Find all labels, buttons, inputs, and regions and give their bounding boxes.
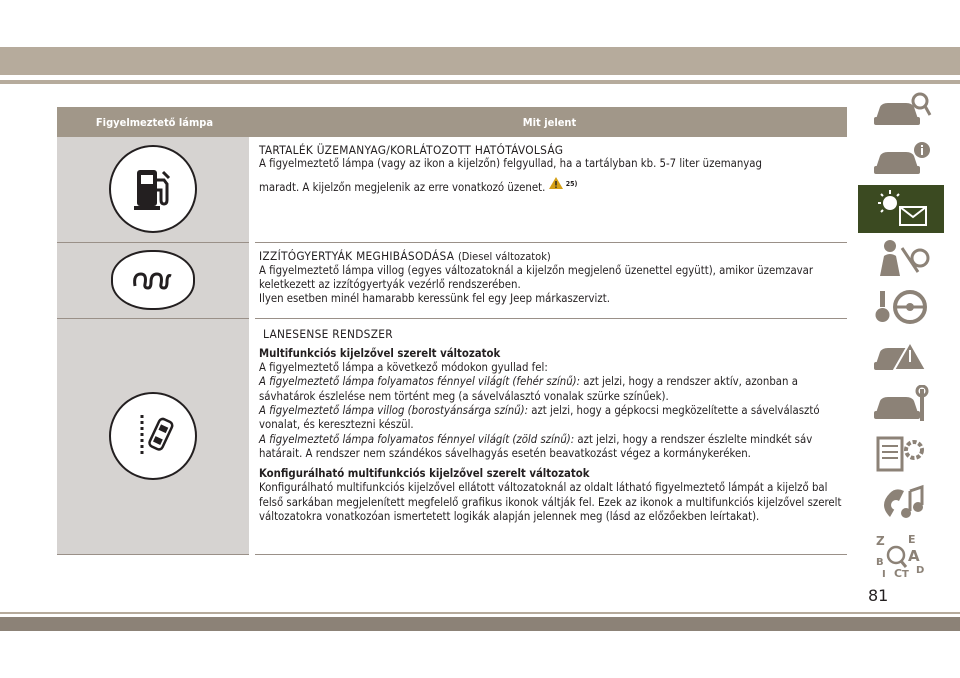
- svg-text:Z: Z: [876, 534, 885, 548]
- mode-text: azt jelzi, hogy a rendszer észlelte mindkét sáv határait. A rendszer nem szándékos sávelhagyás esetén beavatkozást végez a kormánykeréken.: [259, 432, 813, 460]
- car-info-icon: [870, 140, 932, 180]
- chapter-tab-warning-lights[interactable]: [858, 185, 944, 234]
- specs-gear-icon: [870, 434, 932, 474]
- chapter-tab-car-info[interactable]: [858, 136, 944, 185]
- svg-text:C: C: [894, 567, 903, 579]
- mode-label: A figyelmeztető lámpa folyamatos fénnyel világít (fehér színű):: [259, 375, 581, 389]
- page-number: 81: [868, 586, 889, 605]
- row-text: A figyelmeztető lámpa (vagy az ikon a kijelzőn) felgyullad, ha a tartályban kb. 5-7 liter üzemanyag: [259, 157, 762, 171]
- meaning-cell: [252, 137, 847, 242]
- glow-plug-icon: [111, 250, 195, 310]
- row-heading: TARTALÉK ÜZEMANYAG/KORLÁTOZOTT HATÓTÁVOLSÁG: [259, 143, 564, 157]
- key-steering-wheel-icon: [870, 287, 932, 327]
- chapter-tab-technical-data[interactable]: [858, 430, 944, 479]
- row-text: Konfigurálható multifunkciós kijelzővel ellátott változatoknál az oldalt látható figyelmeztető lámpát a kijelző bal felső sarkában megjelenített megfelelő grafikus ikonok váltják fel. Ezek az ikonok a multifunkciós kijelzővel szerelt változatokra vonatkozóan ismertetett logikák alapján jelennek meg (lásd az előzőekben leírtakat).: [259, 481, 842, 524]
- svg-text:E: E: [908, 533, 916, 546]
- car-tools-icon: [870, 385, 932, 425]
- icon-cell: [57, 318, 252, 554]
- chapter-tab-car-search[interactable]: [858, 87, 944, 136]
- warning-lights-table: [57, 107, 847, 555]
- svg-text:B: B: [876, 557, 884, 568]
- row-heading: IZZÍTÓGYERTYÁK MEGHIBÁSODÁSA: [259, 248, 455, 263]
- header-line: [0, 80, 960, 84]
- lanesense-icon: [109, 392, 197, 480]
- warning-triangle-icon: [549, 177, 563, 189]
- svg-text:D: D: [916, 565, 925, 576]
- chapter-tab-emergency[interactable]: [858, 332, 944, 381]
- row-text: A figyelmeztető lámpa villog (egyes változatoknál a kijelzőn megjelenő üzenettel együtt), amikor üzemzavar keletkezett az izzítógyertyák vezérlő rendszerében.: [259, 263, 814, 292]
- table-row: [57, 242, 847, 318]
- row-heading: LANESENSE RENDSZER: [263, 326, 393, 341]
- table-row: [57, 137, 847, 242]
- svg-text:A: A: [908, 547, 920, 565]
- meaning-cell: [252, 318, 847, 554]
- header-band: [0, 47, 960, 75]
- chapter-sidebar: [858, 87, 944, 583]
- mode-label: A figyelmeztető lámpa villog (borostyánsárga színű):: [259, 403, 529, 417]
- chapter-tab-service[interactable]: [858, 381, 944, 430]
- meaning-cell: [252, 242, 847, 318]
- subheading: Multifunkciós kijelzővel szerelt változatok: [259, 346, 501, 360]
- icon-cell: [57, 242, 252, 318]
- car-search-icon: [870, 91, 932, 131]
- fuel-pump-icon: [109, 145, 197, 233]
- icon-cell: [57, 137, 252, 242]
- chapter-tab-safety[interactable]: [858, 234, 944, 283]
- multimedia-icon: [870, 483, 932, 523]
- warning-light-message-icon: [870, 189, 932, 229]
- chapter-tab-index[interactable]: [858, 528, 944, 583]
- col-header-lamp: Figyelmeztető lámpa: [57, 107, 252, 137]
- mode-text: azt jelzi, hogy a gépkocsi megközelítette a sávelválasztó vonalat, és keresztezni készül.: [259, 403, 820, 432]
- row-text: Ilyen esetben minél hamarabb keressünk fel egy Jeep márkaszervizt.: [259, 292, 610, 306]
- row-text: A figyelmeztető lámpa a következő módokon gyullad fel:: [259, 361, 548, 375]
- subheading: Konfigurálható multifunkciós kijelzővel szerelt változatok: [259, 467, 590, 481]
- mode-label: A figyelmeztető lámpa folyamatos fénnyel világít (zöld színű):: [259, 432, 575, 446]
- row-heading-suffix: (Diesel változatok): [457, 249, 551, 263]
- mode-text: azt jelzi, hogy a rendszer aktív, azonban a sávhatárok észlelése nem történt meg (a sávelválasztó vonalak szürke színűek).: [259, 375, 798, 403]
- svg-text:I: I: [882, 569, 886, 579]
- reference-note: 25): [565, 179, 578, 188]
- col-header-meaning: Mit jelent: [252, 107, 847, 137]
- chapter-tab-multimedia[interactable]: [858, 479, 944, 528]
- row-text: maradt. A kijelzőn megjelenik az erre vonatkozó üzenet.: [259, 180, 546, 194]
- car-hazard-icon: [870, 336, 932, 376]
- index-icon: [870, 531, 932, 579]
- safety-person-icon: [870, 238, 932, 278]
- footer-band: [0, 617, 960, 631]
- chapter-tab-starting-driving[interactable]: [858, 283, 944, 332]
- footer-line: [0, 612, 960, 614]
- svg-text:T: T: [902, 569, 909, 579]
- table-row: [57, 318, 847, 554]
